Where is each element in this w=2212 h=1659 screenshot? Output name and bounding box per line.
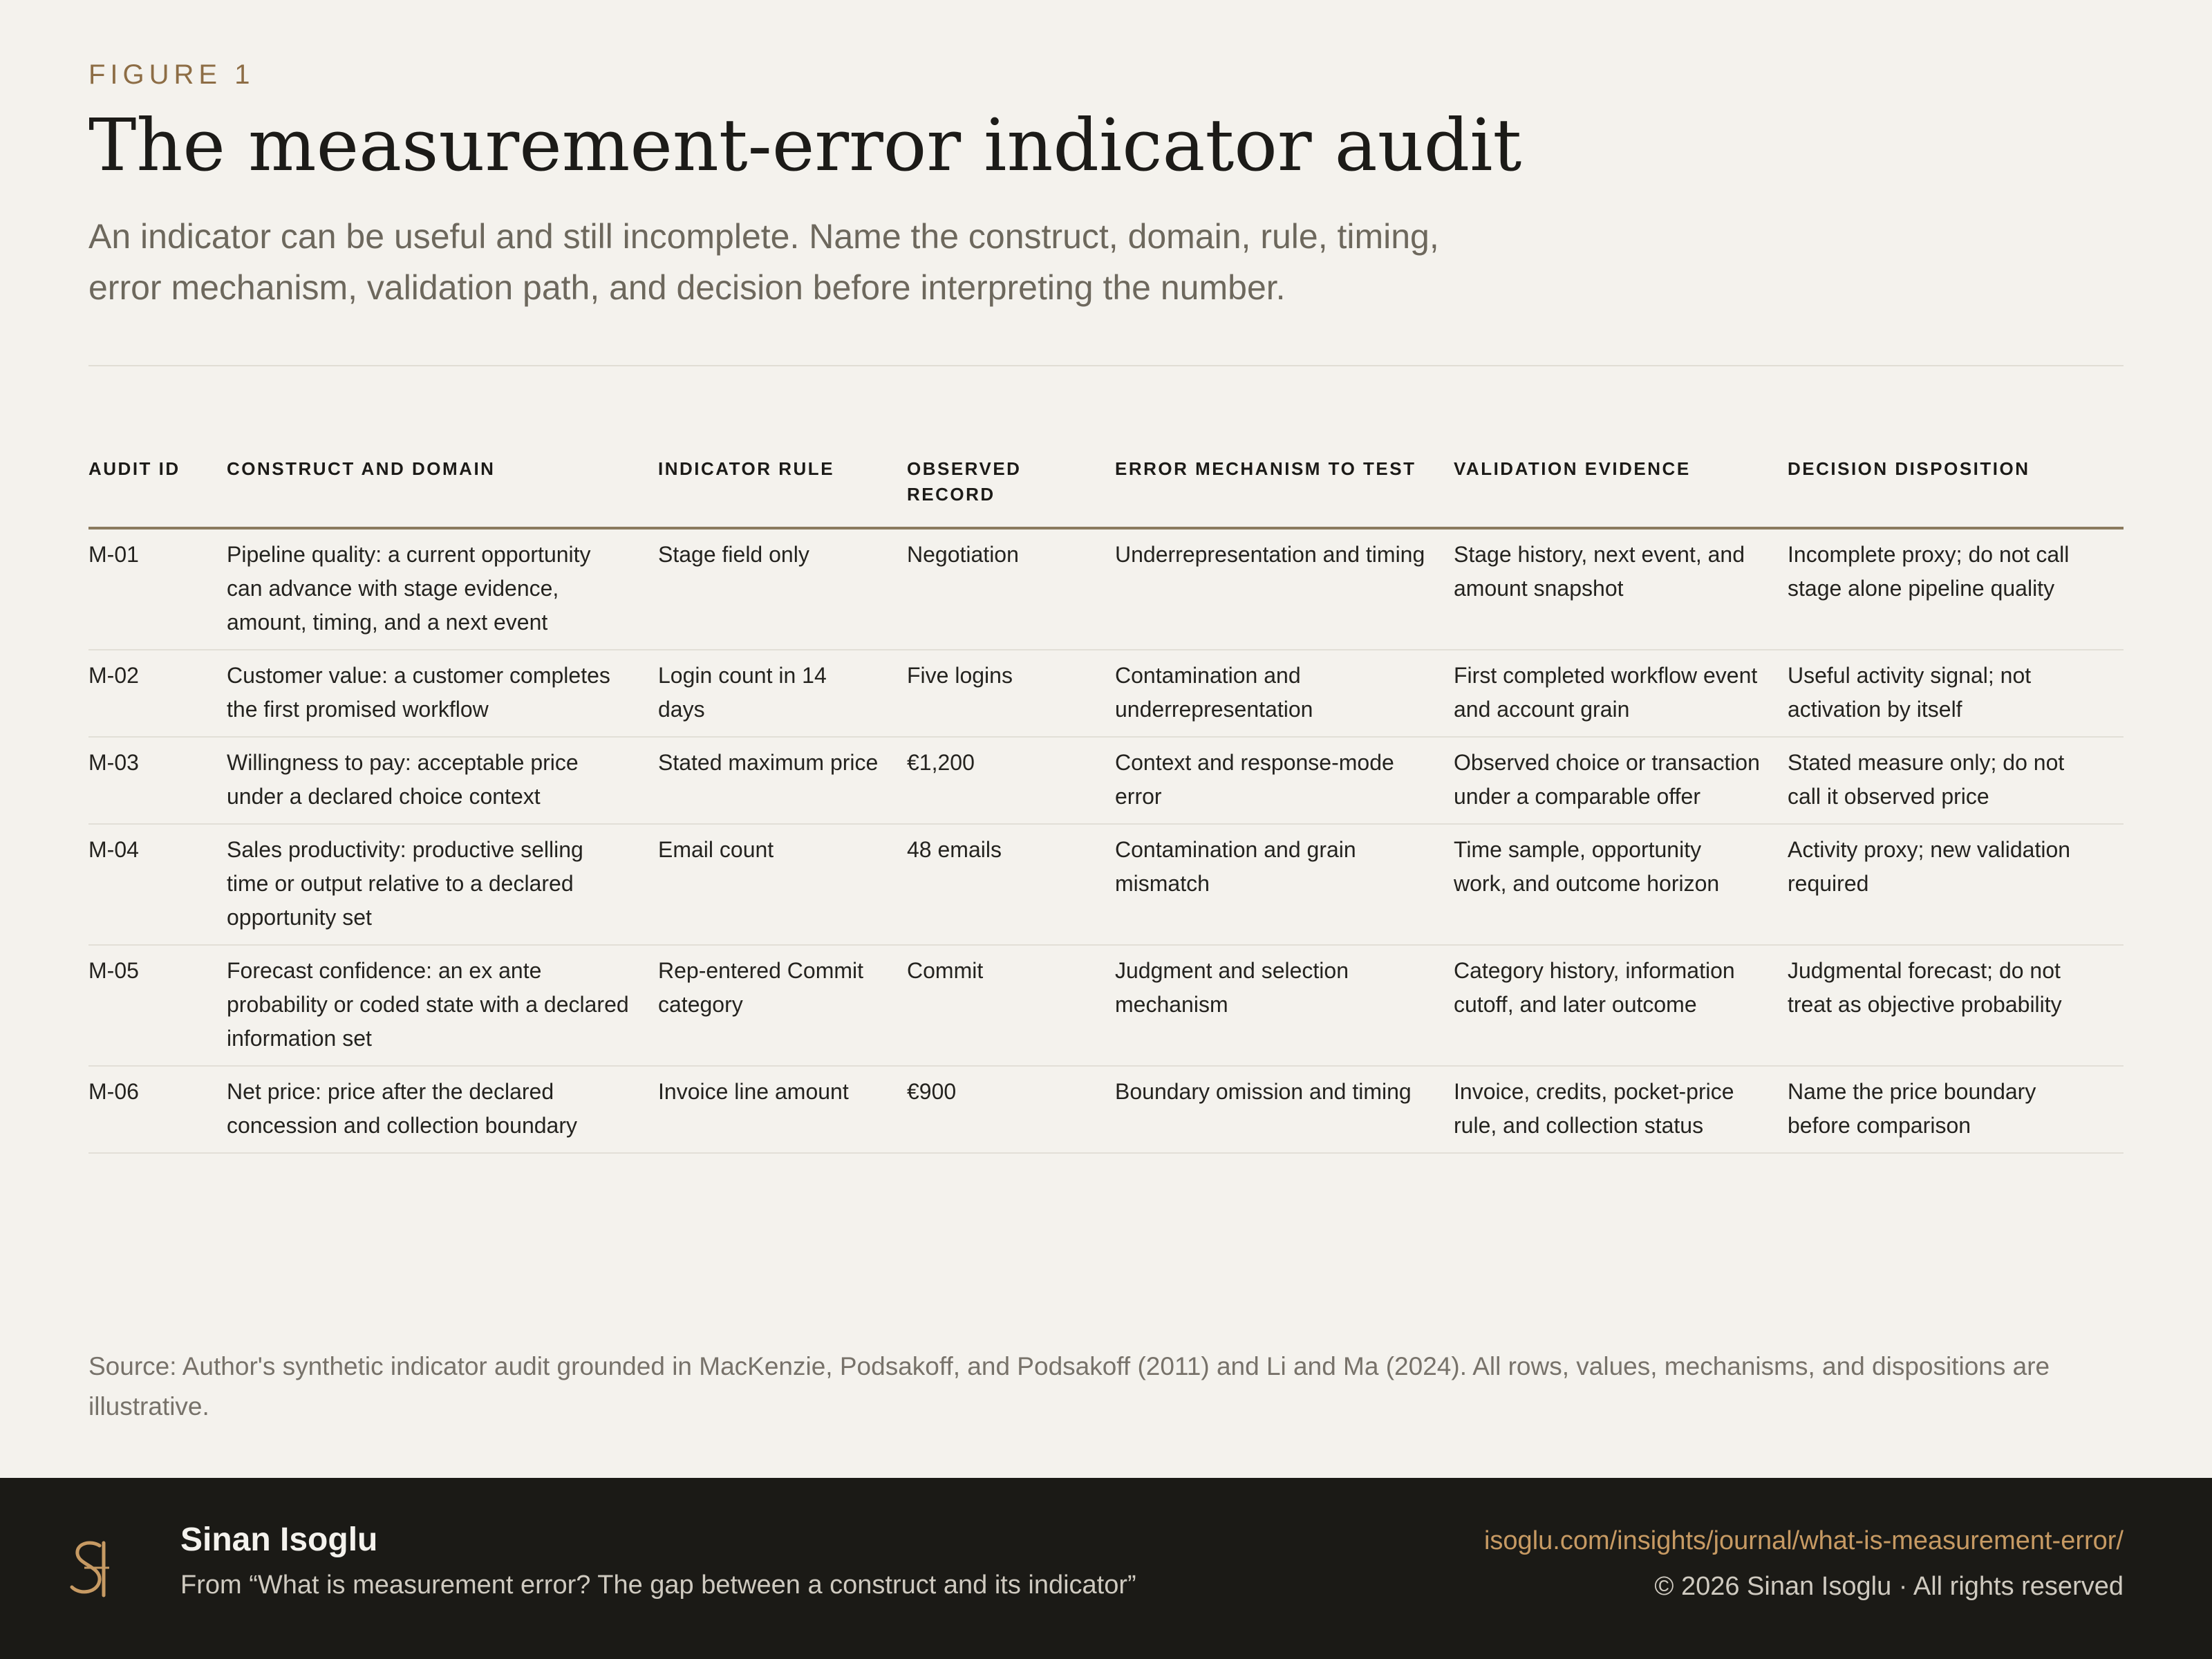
validation-evidence-cell: Time sample, opportunity work, and outcome horizon [1454,824,1788,945]
validation-evidence-cell: Category history, information cutoff, and later outcome [1454,945,1788,1066]
column-header: OBSERVED RECORD [907,456,1115,528]
table-row [88,737,2124,824]
decision-disposition-cell: Stated measure only; do not call it observed price [1788,737,2124,824]
validation-evidence-cell: Invoice, credits, pocket-price rule, and collection status [1454,1066,1788,1153]
audit-table [88,456,2124,1154]
table-row [88,528,2124,650]
error-mechanism-cell: Boundary omission and timing [1115,1066,1454,1153]
table-row [88,650,2124,737]
table-row [88,824,2124,945]
page-footer [0,1478,2212,1659]
column-header: CONSTRUCT AND DOMAIN [227,456,658,528]
observed-record-cell: Commit [907,945,1115,1066]
figure-eyebrow: FIGURE 1 [88,59,255,90]
error-mechanism-cell: Context and response-mode error [1115,737,1454,824]
observed-record-cell: €900 [907,1066,1115,1153]
copyright-notice: © 2026 Sinan Isoglu · All rights reserved [1654,1572,2124,1601]
audit-id-cell: M-01 [88,528,227,650]
error-mechanism-cell: Contamination and grain mismatch [1115,824,1454,945]
si-monogram-icon [64,1536,119,1602]
indicator-rule-cell: Stated maximum price [658,737,907,824]
column-header: INDICATOR RULE [658,456,907,528]
divider [88,365,2124,366]
validation-evidence-cell: Observed choice or transaction under a comparable offer [1454,737,1788,824]
indicator-rule-cell: Rep-entered Commit category [658,945,907,1066]
column-header: DECISION DISPOSITION [1788,456,2124,528]
observed-record-cell: Five logins [907,650,1115,737]
validation-evidence-cell: Stage history, next event, and amount snapshot [1454,528,1788,650]
source-note: Source: Author's synthetic indicator audit grounded in MacKenzie, Podsakoff, and Podsakoff (2011) and Li and Ma (2024). All rows, values, mechanisms, and dispositions are illustrative. [88,1352,2050,1421]
column-header: ERROR MECHANISM TO TEST [1115,456,1454,528]
construct-cell: Forecast confidence: an ex ante probability or coded state with a declared information set [227,945,658,1066]
construct-cell: Customer value: a customer completes the first promised workflow [227,650,658,737]
decision-disposition-cell: Name the price boundary before comparison [1788,1066,2124,1153]
observed-record-cell: €1,200 [907,737,1115,824]
author-name: Sinan Isoglu [180,1521,378,1558]
indicator-rule-cell: Email count [658,824,907,945]
table-header-row [88,456,2124,528]
decision-disposition-cell: Judgmental forecast; do not treat as objective probability [1788,945,2124,1066]
construct-cell: Net price: price after the declared concession and collection boundary [227,1066,658,1153]
observed-record-cell: 48 emails [907,824,1115,945]
construct-cell: Pipeline quality: a current opportunity can advance with stage evidence, amount, timing, and a next event [227,528,658,650]
construct-cell: Sales productivity: productive selling time or output relative to a declared opportunity set [227,824,658,945]
indicator-rule-cell: Invoice line amount [658,1066,907,1153]
observed-record-cell: Negotiation [907,528,1115,650]
article-reference: From “What is measurement error? The gap between a construct and its indicator” [180,1571,1136,1600]
decision-disposition-cell: Useful activity signal; not activation by itself [1788,650,2124,737]
error-mechanism-cell: Underrepresentation and timing [1115,528,1454,650]
article-link[interactable]: isoglu.com/insights/journal/what-is-measurement-error/ [1483,1526,2124,1555]
error-mechanism-cell: Judgment and selection mechanism [1115,945,1454,1066]
audit-id-cell: M-04 [88,824,227,945]
column-header: AUDIT ID [88,456,227,528]
audit-id-cell: M-05 [88,945,227,1066]
page-subtitle: An indicator can be useful and still incomplete. Name the construct, domain, rule, timing, error mechanism, validation path, and decision before interpreting the number. [88,217,1439,307]
decision-disposition-cell: Incomplete proxy; do not call stage alone pipeline quality [1788,528,2124,650]
construct-cell: Willingness to pay: acceptable price under a declared choice context [227,737,658,824]
audit-id-cell: M-03 [88,737,227,824]
column-header: VALIDATION EVIDENCE [1454,456,1788,528]
validation-evidence-cell: First completed workflow event and account grain [1454,650,1788,737]
table-row [88,1066,2124,1153]
audit-id-cell: M-06 [88,1066,227,1153]
error-mechanism-cell: Contamination and underrepresentation [1115,650,1454,737]
decision-disposition-cell: Activity proxy; new validation required [1788,824,2124,945]
indicator-rule-cell: Stage field only [658,528,907,650]
audit-id-cell: M-02 [88,650,227,737]
indicator-rule-cell: Login count in 14 days [658,650,907,737]
table-row [88,945,2124,1066]
page-title: The measurement-error indicator audit [88,103,1522,187]
